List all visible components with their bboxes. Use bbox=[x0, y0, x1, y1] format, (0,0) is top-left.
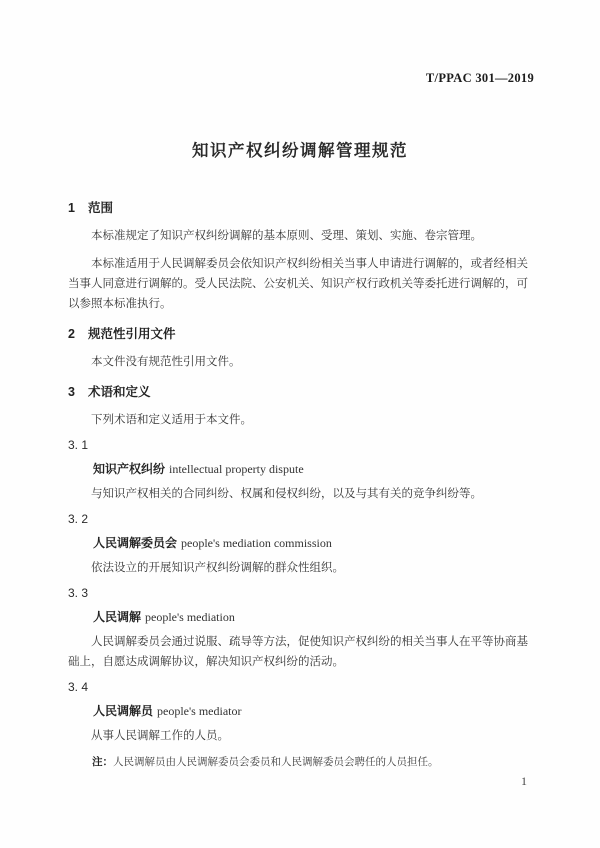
term-title bbox=[68, 533, 534, 554]
section-title: 术语和定义 bbox=[88, 385, 151, 399]
term-title bbox=[68, 607, 534, 628]
paragraph: 下列术语和定义适用于本文件。 bbox=[91, 414, 252, 426]
section-number: 3 bbox=[68, 385, 75, 399]
doc-code: T/PPAC 301—2019 bbox=[425, 71, 534, 85]
document-body bbox=[68, 198, 534, 771]
section-number: 1 bbox=[68, 201, 75, 215]
section-scope bbox=[68, 198, 534, 314]
section-heading bbox=[68, 198, 534, 218]
term-number: 3. 1 bbox=[68, 438, 89, 452]
note-label: 注： bbox=[92, 756, 113, 768]
section-normative-references bbox=[68, 324, 534, 372]
term-block bbox=[68, 435, 534, 504]
note-text: 人民调解员由人民调解委员会委员和人民调解委员会聘任的人员担任。 bbox=[113, 757, 439, 768]
term-en: people's mediator bbox=[157, 704, 242, 718]
term-definition: 与知识产权相关的合同纠纷、权属和侵权纠纷，以及与其有关的竞争纠纷等。 bbox=[91, 488, 482, 500]
term-block bbox=[68, 677, 534, 746]
section-terms-definitions bbox=[68, 382, 534, 430]
term-title bbox=[68, 459, 534, 480]
term-zh: 人民调解委员会 bbox=[93, 536, 178, 550]
term-number: 3. 2 bbox=[68, 512, 89, 526]
note bbox=[68, 754, 534, 771]
page-title: 知识产权纠纷调解管理规范 bbox=[192, 142, 408, 160]
section-title: 范围 bbox=[88, 201, 114, 215]
term-block bbox=[68, 583, 534, 672]
term-en: intellectual property dispute bbox=[169, 462, 304, 476]
term-definition: 从事人民调解工作的人员。 bbox=[91, 730, 229, 742]
page-number: 1 bbox=[521, 774, 527, 788]
term-en: people's mediation bbox=[145, 610, 235, 624]
term-definition: 依法设立的开展知识产权纠纷调解的群众性组织。 bbox=[91, 562, 344, 574]
term-zh: 人民调解员 bbox=[93, 704, 154, 718]
section-heading bbox=[68, 382, 534, 402]
section-heading bbox=[68, 324, 534, 344]
term-zh: 人民调解 bbox=[93, 610, 142, 624]
term-number: 3. 3 bbox=[68, 586, 89, 600]
paragraph: 本标准适用于人民调解委员会依知识产权纠纷相关当事人申请进行调解的，或者经相关当事人同意进行调解的。受人民法院、公安机关、知识产权行政机关等委托进行调解的，可以参照本标准执行。 bbox=[68, 258, 528, 310]
section-number: 2 bbox=[68, 327, 75, 341]
term-title bbox=[68, 701, 534, 722]
term-number: 3. 4 bbox=[68, 680, 89, 694]
term-zh: 知识产权纠纷 bbox=[93, 462, 166, 476]
term-definition: 人民调解委员会通过说服、疏导等方法，促使知识产权纠纷的相关当事人在平等协商基础上，自愿达成调解协议，解决知识产权纠纷的活动。 bbox=[68, 636, 528, 668]
paragraph: 本标准规定了知识产权纠纷调解的基本原则、受理、策划、实施、卷宗管理。 bbox=[91, 230, 482, 242]
term-en: people's mediation commission bbox=[181, 536, 332, 550]
paragraph: 本文件没有规范性引用文件。 bbox=[91, 356, 241, 368]
term-block bbox=[68, 509, 534, 578]
section-title: 规范性引用文件 bbox=[88, 327, 176, 341]
